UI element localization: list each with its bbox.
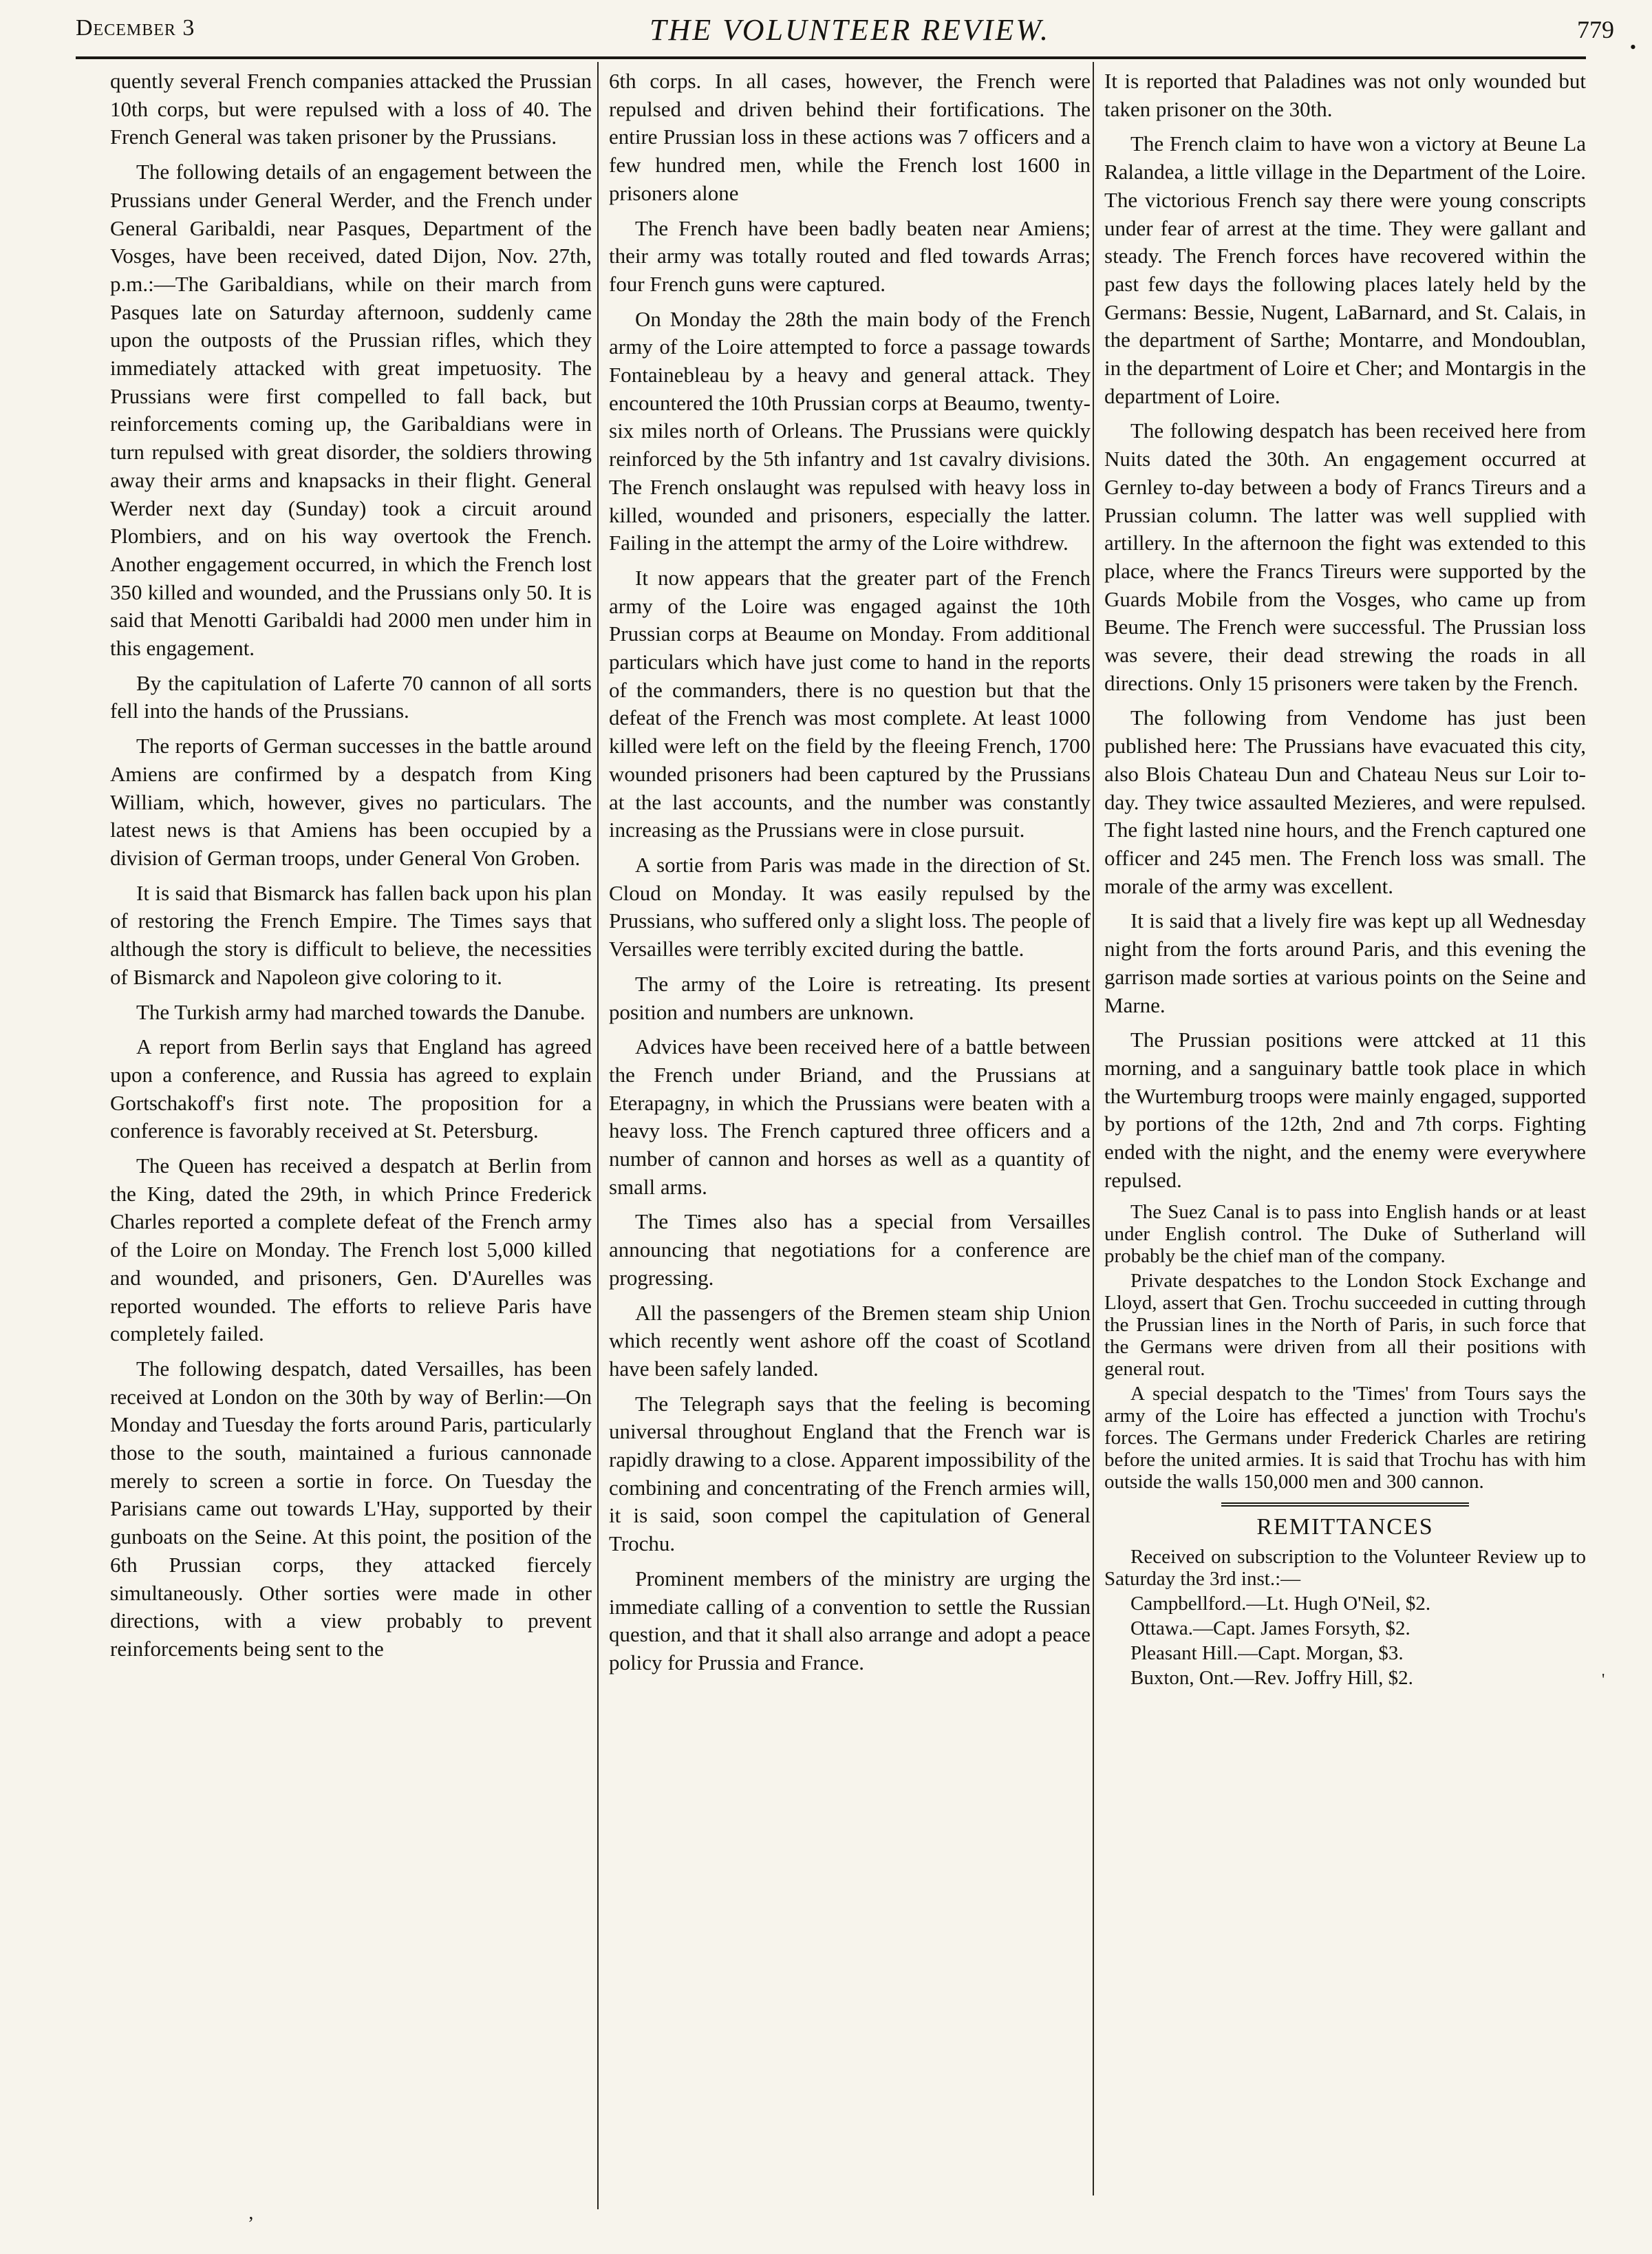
- paragraph: The following from Vendome has just been published here: The Prussians have evacuated this city, also Blois Chateau Dun and Chateau Neus sur Loir to-day. They twice assaulted Mezieres, and were repulsed. The fight lasted nine hours, and the French captured one officer and 245 men. The French loss was small. The morale of the army was excellent.: [1104, 705, 1586, 898]
- header-rule: [76, 56, 1586, 59]
- paragraph: All the passengers of the Bremen steam ship Union which recently went ashore off the coast of Scotland have been safely landed.: [609, 1300, 1091, 1381]
- paragraph: The French have been badly beaten near Amiens; their army was totally routed and fled towards Arras; four French guns were captured.: [609, 215, 1091, 296]
- remittance-line: Ottawa.—Capt. James Forsyth, $2.: [1130, 1617, 1410, 1640]
- stray-mark: ‚: [248, 2202, 255, 2224]
- paragraph: 6th corps. In all cases, however, the French were repulsed and driven behind their fortifications. The entire Prussian loss in these actions was 7 officers and a few hundred men, while the French lost 1600 in prisoners alone: [609, 69, 1091, 205]
- paragraph: It is said that a lively fire was kept up all Wednesday night from the forts around Paris, and this evening the garrison made sorties at various points on the Seine and Marne.: [1104, 908, 1586, 1017]
- paragraph: Prominent members of the ministry are urging the immediate calling of a convention to settle the Russian question, and that it shall also arrange and adopt a peace policy for Prussia and France.: [609, 1566, 1091, 1674]
- remittance-line: Pleasant Hill.—Capt. Morgan, $3.: [1130, 1642, 1404, 1665]
- page-header: [76, 10, 1636, 57]
- paragraph: The Queen has received a despatch at Berlin from the King, dated the 29th, in which Prince Frederick Charles reported a complete defeat of the French army of the Loire on Monday. The French lost 5,000 killed and wounded, and prisoners, Gen. D'Aurelles was reported wounded. The efforts to relieve Paris have completely failed.: [110, 1153, 592, 1346]
- paragraph: quently several French companies attacked the Prussian 10th corps, but were repulsed with a loss of 40. The French General was taken prisoner by the Prussians.: [110, 69, 592, 149]
- paragraph: The following despatch, dated Versailles, has been received at London on the 30th by way of Berlin:—On Monday and Tuesday the forts around Paris, particularly those to the south, maintained a furious cannonade merely to screen a sortie in force. On Tuesday the Parisians came out towards L'Hay, supported by their gunboats on the Seine. At this point, the position of the 6th Prussian corps, they attacked fiercely simultaneously. Other sorties were made in other directions, with a view probably to prevent reinforcements being sent to the: [110, 1356, 592, 1661]
- column-divider-1: [597, 62, 599, 2209]
- paragraph: It is reported that Paladines was not only wounded but taken prisoner on the 30th.: [1104, 69, 1586, 121]
- paragraph: The Telegraph says that the feeling is becoming universal throughout England that the French war is rapidly drawing to a close. Apparent impossibility of the combining and concentrating of the French armies will, it is said, soon compel the capitulation of General Trochu.: [609, 1391, 1091, 1556]
- paragraph: A sortie from Paris was made in the direction of St. Cloud on Monday. It was easily repulsed by the Prussians, who suffered only a slight loss. The people of Versailles were terribly excited during the battle.: [609, 852, 1091, 961]
- paragraph: The following details of an engagement between the Prussians under General Werder, and the French under General Garibaldi, near Pasques, Department of the Vosges, have been received, dated Dijon, Nov. 27th, p.m.:—The Garibaldians, while on their march from Pasques late on Saturday afternoon, suddenly came upon the outposts of the Prussian rifles, which they immediately attacked with great impetuosity. The Prussians were first compelled to fall back, but reinforcements coming up, the Garibaldians were in turn repulsed with great disorder, the soldiers throwing away their arms and knapsacks in their flight. General Werder next day (Sunday) took a circuit around Plombiers, and on his way overtook the French. Another engagement occurred, in which the French lost 350 killed and wounded, and the Prussians only 50. It is said that Menotti Garibaldi had 2000 men under him in this engagement.: [110, 160, 592, 661]
- paragraph: The army of the Loire is retreating. Its present position and numbers are unknown.: [609, 971, 1091, 1024]
- paragraph: The French claim to have won a victory at Beune La Ralandea, a little village in the Department of the Loire. The victorious French say there were young conscripts under fear of arrest at the time. They were gallant and steady. The French forces have recovered within the past few days the following places lately held by the Germans: Bessie, Nugent, LaBarnard, and St. Calais, in the department of Sarthe; Montarre, and Mondoublan, in the department of Loire et Cher; and Montargis in the department of Loire.: [1104, 131, 1586, 408]
- column-2: [609, 67, 1091, 1684]
- column-divider-2: [1093, 62, 1094, 2195]
- paragraph: The Times also has a special from Versailles announcing that negotiations for a conference are progressing.: [609, 1209, 1091, 1290]
- stray-mark: ': [1602, 1671, 1605, 1689]
- paragraph: It now appears that the greater part of the French army of the Loire was engaged against the 10th Prussian corps at Beaume on Monday. From additional particulars which have just come to hand in the reports of the commanders, there is no question but that the defeat of the French was most complete. At least 1000 killed were left on the field by the fleeing French, 1700 wounded prisoners had been captured by the Prussians at the last accounts, and the number was constantly increasing as the Prussians were in close pursuit.: [609, 565, 1091, 842]
- remittances-intro: Received on subscription to the Volunteer Review up to Saturday the 3rd inst.:—: [1104, 1546, 1586, 1591]
- paragraph: The Suez Canal is to pass into English hands or at least under English control. The Duke of Sutherland will probably be the chief man of the company.: [1104, 1201, 1586, 1268]
- page-number: 779: [1577, 16, 1614, 43]
- paragraph: On Monday the 28th the main body of the French army of the Loire attempted to force a passage towards Fontainebleau by a heavy and general attack. They encountered the 10th Prussian corps at Beaumo, twenty-six miles north of Orleans. The Prussians were quickly reinforced by the 5th infantry and 1st cavalry divisions. The French onslaught was repulsed with heavy loss in killed, wounded and prisoners, especially the latter. Failing in the attempt the army of the Loire withdrew.: [609, 306, 1091, 555]
- paragraph: The Prussian positions were attcked at 11 this morning, and a sanguinary battle took place in which the Wurtemburg troops were mainly engaged, supported by portions of the 12th, 2nd and 7th corps. Fighting ended with the night, and the enemy were everywhere repulsed.: [1104, 1028, 1586, 1192]
- masthead-title: THE VOLUNTEER REVIEW.: [650, 13, 1050, 47]
- remittance-line: Campbellford.—Lt. Hugh O'Neil, $2.: [1130, 1593, 1431, 1615]
- paragraph: Advices have been received here of a battle between the French under Briand, and the Prussians at Eterapagny, in which the Prussians were beaten with a heavy loss. The French captured three officers and a number of cannon and horses as well as a quantity of small arms.: [609, 1034, 1091, 1199]
- column-1: [110, 67, 592, 1670]
- paragraph: It is said that Bismarck has fallen back upon his plan of restoring the French Empire. The Times says that although the story is difficult to believe, the necessities of Bismarck and Napoleon give coloring to it.: [110, 880, 592, 989]
- paragraph: A special despatch to the 'Times' from Tours says the army of the Loire has effected a junction with Trochu's forces. The Germans under Frederick Charles are retiring before the united armies. It is said that Trochu has with him outside the walls 150,000 men and 300 cannon.: [1104, 1383, 1586, 1493]
- paragraph: The following despatch has been received here from Nuits dated the 30th. An engagement occurred at Gernley to-day between a body of Francs Tireurs and a Prussian column. The latter was well supplied with artillery. In the afternoon the fight was extended to this place, where the Francs Tireurs were supported by the Guards Mobile from the Vosges, who came up from Beume. The French were successful. The Prussian loss was severe, their dead strewing the roads in all directions. Only 15 prisoners were taken by the French.: [1104, 418, 1586, 695]
- paragraph: By the capitulation of Laferte 70 cannon of all sorts fell into the hands of the Prussians.: [110, 670, 592, 723]
- corner-mark: •: [1629, 37, 1636, 57]
- remittances-heading: REMITTANCES: [1221, 1502, 1469, 1542]
- remittance-line: Buxton, Ont.—Rev. Joffry Hill, $2.: [1130, 1667, 1413, 1690]
- page-date: December 3: [76, 15, 195, 41]
- paragraph: The reports of German successes in the battle around Amiens are confirmed by a despatch from King William, which, however, gives no particulars. The latest news is that Amiens has been occupied by a division of German troops, under General Von Groben.: [110, 734, 592, 870]
- paragraph: Private despatches to the London Stock Exchange and Lloyd, assert that Gen. Trochu succeeded in cutting through the Prussian lines in the North of Paris, in such force that the Germans were driven from all their positions with general rout.: [1104, 1270, 1586, 1381]
- paragraph: The Turkish army had marched towards the Danube.: [136, 999, 586, 1024]
- paragraph: A report from Berlin says that England has agreed upon a conference, and Russia has agreed to explain Gortschakoff's first note. The proposition for a conference is favorably received at St. Petersburg.: [110, 1034, 592, 1143]
- column-3: [1104, 67, 1586, 1692]
